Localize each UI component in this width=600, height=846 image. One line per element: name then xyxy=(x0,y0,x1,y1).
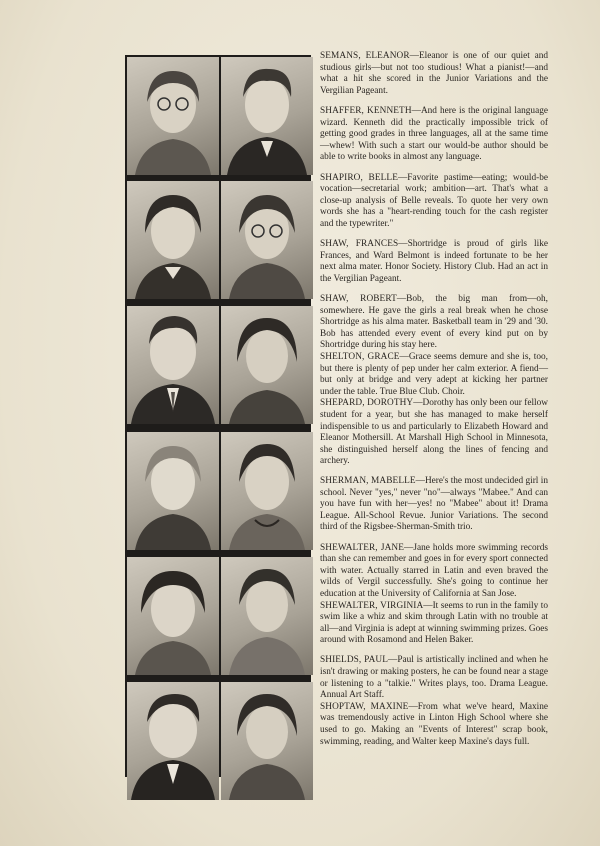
biography-entry: SHELTON, GRACE—Grace seems demure and she is, too, but there is plenty of pep under her calm exterior. A fiend—but only at bridge and very adept at kicking her partner under the table. True Blue Club. Choir. xyxy=(320,352,549,397)
student-bio: And here is the original language wizard. Kenneth did the practically impossible trick of getting good grades in three languages, all at the same time—whew! With such a start our would-be author should be able to write books in almost any language. xyxy=(320,105,548,163)
student-bio: Shortridge is proud of girls like Frances, and Ward Belmont is indeed fortunate to be her next alma mater. Honor Society. History Club. Had an act in the Vergilian Pageant. xyxy=(320,239,548,284)
biography-column xyxy=(320,51,548,748)
student-bio: Favorite pastime—eating; would-be vocation—secretarial work; ambition—art. That's what a close-up analysis of Belle reveals. To quote her very own words she has a "heart-rending touch for the cash register and the typewriter." xyxy=(320,172,548,229)
biography-entry: SHIELDS, PAUL—Paul is artistically inclined and when he isn't drawing or making posters, he can be found near a stage or listening to a "talkie." Writes plays, too. Drama League. Annual Art Staff. xyxy=(320,655,548,701)
biography-entry: SHAW, ROBERT—Bob, the big man from—oh, somewhere. He gave the girls a real break when he chose Shortridge as his alma mater. Basketball team in '29 and '30. Bob has attended every event of every kind put on by Shortridge during his stay here. xyxy=(320,294,548,351)
student-name: SHEWALTER, VIRGINIA xyxy=(320,600,424,611)
student-name: SHEWALTER, JANE xyxy=(320,542,405,553)
student-name: SHAFFER, KENNETH xyxy=(320,105,412,116)
student-name: SHELTON, GRACE xyxy=(320,352,400,363)
biography-entry: SHOPTAW, MAXINE—From what we've heard, Maxine was tremendously active in Linton High School where she used to go. Making an "Events of Interest" scrap book, swimming, reading, and Walter keep Maxine's days full. xyxy=(320,701,548,747)
portrait-shewalter-jane xyxy=(127,557,219,675)
student-name: SHERMAN, MABELLE xyxy=(320,475,416,486)
portrait-grid xyxy=(125,55,311,777)
portrait-shaffer-kenneth xyxy=(221,57,313,175)
portrait-sherman-mabelle xyxy=(221,432,313,550)
student-name: SHAPIRO, BELLE xyxy=(320,172,398,183)
portrait-shaw-frances xyxy=(221,181,313,299)
student-bio: Grace seems demure and she is, too, but there is plenty of pep under her calm exterior. A fiend—but only at bridge and very adept at kicking her partner under the table. True Blue Club. Choir. xyxy=(320,352,549,397)
portrait-semans-eleanor xyxy=(127,57,219,175)
student-bio: Eleanor is one of our quiet and studious girls—but not too studious! What a pianist!—and what a hit she scored in the Junior Variations and the Vergilian Pageant. xyxy=(320,51,548,96)
student-name: SEMANS, ELEANOR xyxy=(320,51,410,61)
student-bio: Dorothy has only been our fellow student for a year, but she has managed to make herself indispensible to us and particularly to Elizabeth Howard and Eleanor Mothersill. At Marshall High School in Minnesota, she distinguished herself along the lines of fencing and archery. xyxy=(320,398,548,467)
biography-entry: SHEWALTER, VIRGINIA—It seems to run in the family to swim like a whiz and skim through Latin with no trouble at all—and Virginia is adept at winning swimming prizes. Goes around with Rosamond and Helen Baker. xyxy=(320,600,548,646)
portrait-shelton-grace xyxy=(221,306,313,424)
student-name: SHOPTAW, MAXINE xyxy=(320,701,409,712)
portrait-shoptaw-maxine xyxy=(221,682,313,800)
student-bio: Paul is artistically inclined and when he isn't drawing or making posters, he can be found near a stage or listening to a "talkie." Writes plays, too. Drama League. Annual Art Staff. xyxy=(320,655,548,701)
biography-entry: SHAPIRO, BELLE—Favorite pastime—eating; would-be vocation—secretarial work; ambition—art. That's what a close-up analysis of Belle reveals. To quote her very own words she has a "heart-rending touch for the cash register and the typewriter." xyxy=(320,172,548,229)
portrait-shields-paul xyxy=(127,682,219,800)
student-bio: Bob, the big man from—oh, somewhere. He gave the girls a real break when he chose Shortridge as his alma mater. Basketball team in '29 and '30. Bob has attended every event of every kind put on by Shortridge during his stay here. xyxy=(320,294,548,351)
student-name: SHAW, FRANCES xyxy=(320,239,399,250)
portrait-shewalter-virginia xyxy=(221,557,313,675)
biography-entry: SEMANS, ELEANOR—Eleanor is one of our quiet and studious girls—but not too studious! What a pianist!—and what a hit she scored in the Junior Variations and the Vergilian Pageant. xyxy=(320,51,548,96)
biography-entry: SHEWALTER, JANE—Jane holds more swimming records than she can remember and goes in for every sport connected with water. Actually starred in Latin and even braved the wilds of Vergil successfully. She's going to continue her education at the University of California at San Jose. xyxy=(320,542,548,599)
biography-entry: SHERMAN, MABELLE—Here's the most undecided girl in school. Never "yes," never "no"—always "Mabee." And can you have fun with her—yes! no "Mabee" about it! Drama League. All-School Revue. Junior Variations. The second third of the Rigsbee-Sherman-Smith trio. xyxy=(320,475,549,533)
student-name: SHEPARD, DOROTHY xyxy=(320,398,414,409)
student-name: SHAW, ROBERT xyxy=(320,294,397,305)
biography-entry: SHEPARD, DOROTHY—Dorothy has only been our fellow student for a year, but she has managed to make herself indispensible to us and particularly to Elizabeth Howard and Eleanor Mothersill. At Marshall High School in Minnesota, she distinguished herself along the lines of fencing and archery. xyxy=(320,398,548,467)
portrait-shepard-dorothy xyxy=(127,432,219,550)
portrait-shapiro-belle xyxy=(127,181,219,299)
student-name: SHIELDS, PAUL xyxy=(320,655,389,666)
biography-entry: SHAFFER, KENNETH—And here is the original language wizard. Kenneth did the practically impossible trick of getting good grades in three languages, all at the same time—whew! With such a start our would-be author should be able to write books in almost any language. xyxy=(320,105,548,163)
biography-entry: SHAW, FRANCES—Shortridge is proud of girls like Frances, and Ward Belmont is indeed fortunate to be her next alma mater. Honor Society. History Club. Had an act in the Vergilian Pageant. xyxy=(320,239,548,284)
student-bio: Jane holds more swimming records than she can remember and goes in for every sport connected with water. Actually starred in Latin and even braved the wilds of Vergil successfully. She's going to continue her education at the University of California at San Jose. xyxy=(320,542,548,599)
student-bio: It seems to run in the family to swim like a whiz and skim through Latin with no trouble at all—and Virginia is adept at winning swimming prizes. Goes around with Rosamond and Helen Baker. xyxy=(320,600,548,646)
student-bio: From what we've heard, Maxine was tremendously active in Linton High School where she used to go. Making an "Events of Interest" scrap book, swimming, reading, and Walter keep Maxine's days full. xyxy=(320,701,548,747)
student-bio: Here's the most undecided girl in school. Never "yes," never "no"—always "Mabee." And can you have fun with her—yes! no "Mabee" about it! Drama League. All-School Revue. Junior Variations. The second third of the Rigsbee-Sherman-Smith trio. xyxy=(320,475,549,533)
portrait-shaw-robert xyxy=(127,306,219,424)
